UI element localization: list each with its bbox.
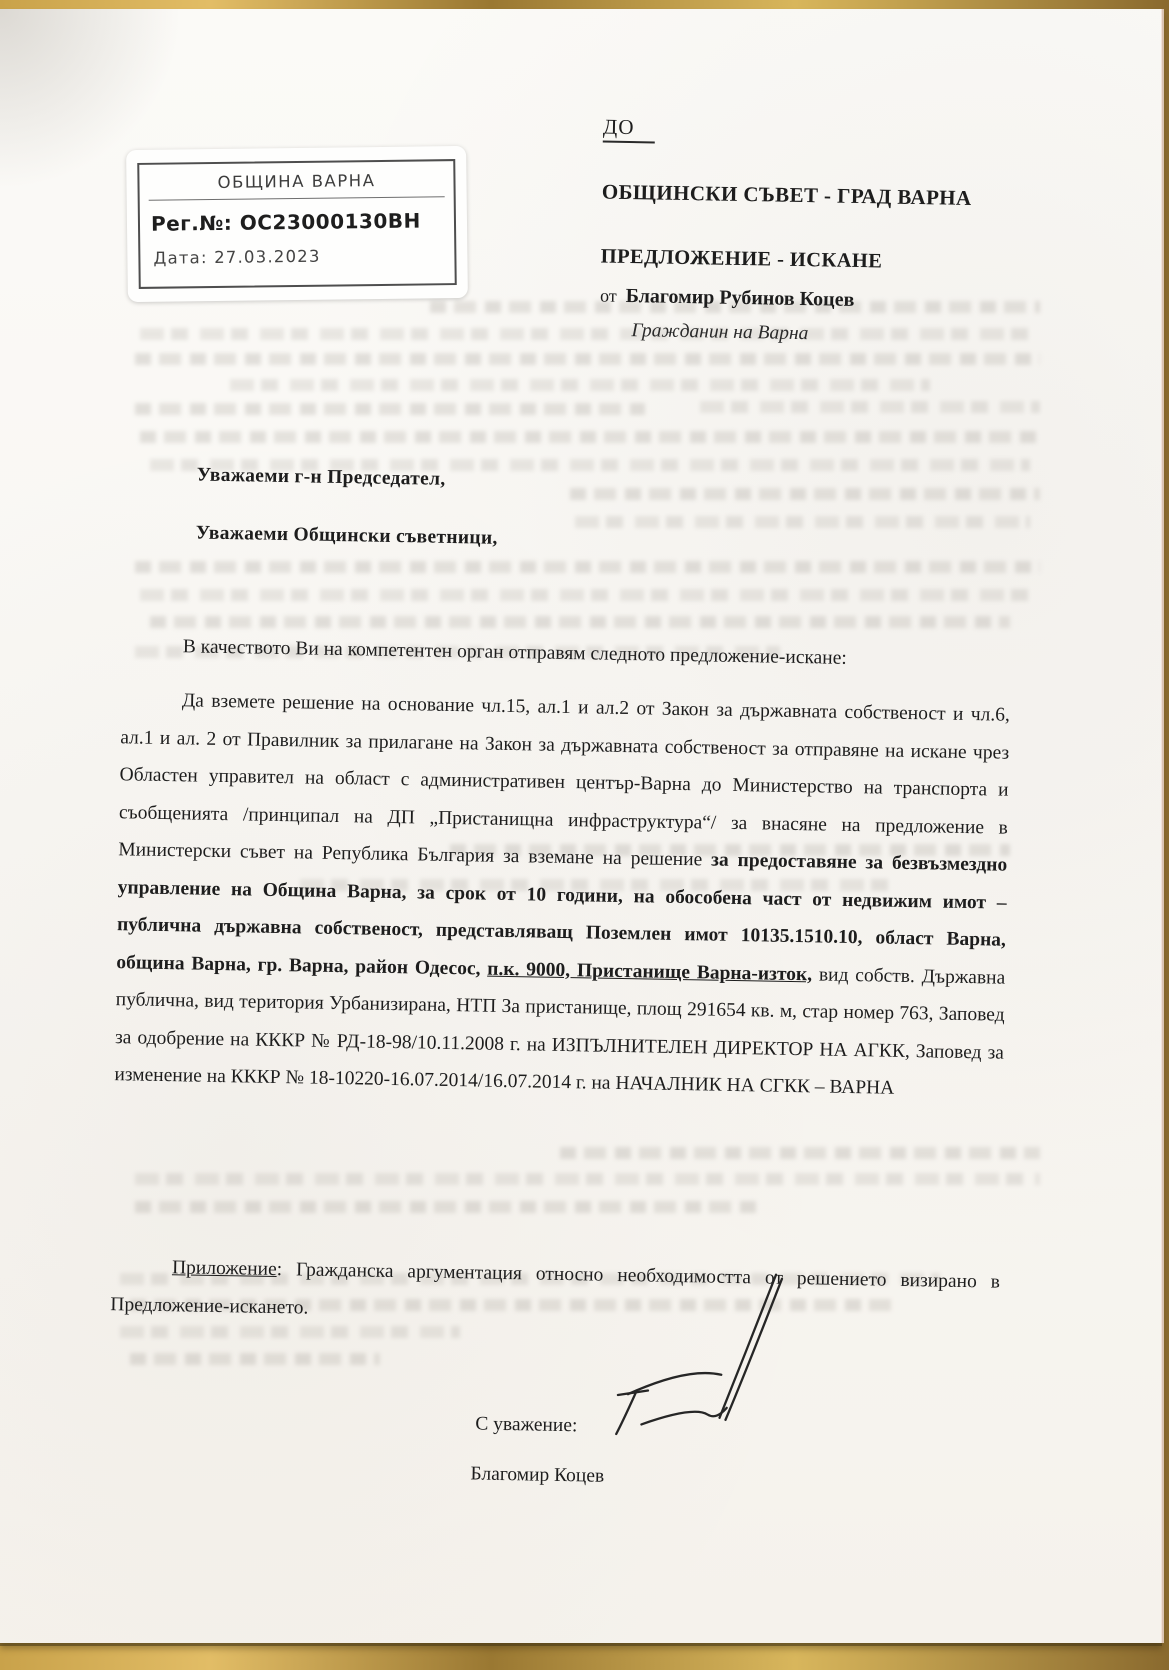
recipient-to-label: ДО <box>603 115 655 144</box>
signer-name: Благомир Коцев <box>470 1463 605 1487</box>
text-segment: Да вземете решение на основание чл.15, ал.1 и ал.2 от Закон за държавната собственост и чл.6, ал.1 и ал. 2 от Правилник за прилагане на Закон за държавната собственост за отправяне на искане чрез Областен управител на област с административен център-Варна до Министерство на транспорта и съобщенията /принципал на ДП „Пристанищна инфраструктура“/ за внасяне на предложение в Министерски съвет на Република България за вземане на решение <box>118 690 1011 871</box>
recipient-name: ОБЩИНСКИ СЪВЕТ - ГРАД ВАРНА <box>601 179 972 210</box>
author-line <box>600 285 1040 316</box>
stamp-reg-value: ОС23000130ВН <box>239 208 421 235</box>
closing-regards: С уважение: <box>475 1413 578 1437</box>
intro-paragraph: В качеството Ви на компетентен орган отправям следното предложение-искане: <box>182 636 847 669</box>
text-segment: : Гражданска аргументация относно необходимостта от решението визирано в Предложение-искането. <box>110 1259 1001 1319</box>
stamp-reg-label: Рег.№: <box>150 210 233 236</box>
salutation-councilors: Уважаеми Общински съветници, <box>195 522 498 549</box>
main-request-paragraph <box>114 681 1010 1109</box>
author-prefix: от <box>599 285 617 306</box>
text-segment: за предоставяне за безвъзмездно управление на Община Варна, за срок от 10 години, на обособена част от недвижим имот – публична държавна собственост, представляващ Поземлен имот 10135.1510.10, област Варна, община Варна, гр. Варна, район Одесос, <box>116 849 1008 980</box>
recipient-block <box>599 115 1043 350</box>
stamp-date-label: Дата: <box>153 248 208 268</box>
salutation-chairman: Уважаеми г-н Председател, <box>196 464 446 490</box>
signature-scrawl <box>587 1263 800 1467</box>
document-page <box>0 9 1162 1643</box>
stamp-date-value: 27.03.2023 <box>214 246 321 268</box>
document-title: ПРЕДЛОЖЕНИЕ - ИСКАНЕ <box>600 245 883 273</box>
author-role: Гражданин на Варна <box>631 320 809 345</box>
letter-content <box>0 9 1162 1663</box>
text-segment: п.к. 9000, Пристанище Варна-изток, <box>487 958 813 985</box>
text-segment: Приложение <box>171 1257 277 1281</box>
author-name: Благомир Рубинов Коцев <box>625 284 855 311</box>
text-segment: вид собств. Държавна публична, вид територия Урбанизирана, НТП За пристанище, площ 291654 кв. м, стар номер 763, Заповед за одобрение на КККР № РД-18-98/10.11.2008 г. на ИЗПЪЛНИТЕЛЕН ДИРЕКТОР НА АГКК, Заповед за изменение на КККР № 18-10220-16.07.2014/16.07.2014 г. на НАЧАЛНИК НА СГКК – ВАРНА <box>114 963 1006 1099</box>
attachment-paragraph <box>110 1248 1000 1339</box>
stamp-municipality-name: ОБЩИНА ВАРНА <box>217 171 376 192</box>
